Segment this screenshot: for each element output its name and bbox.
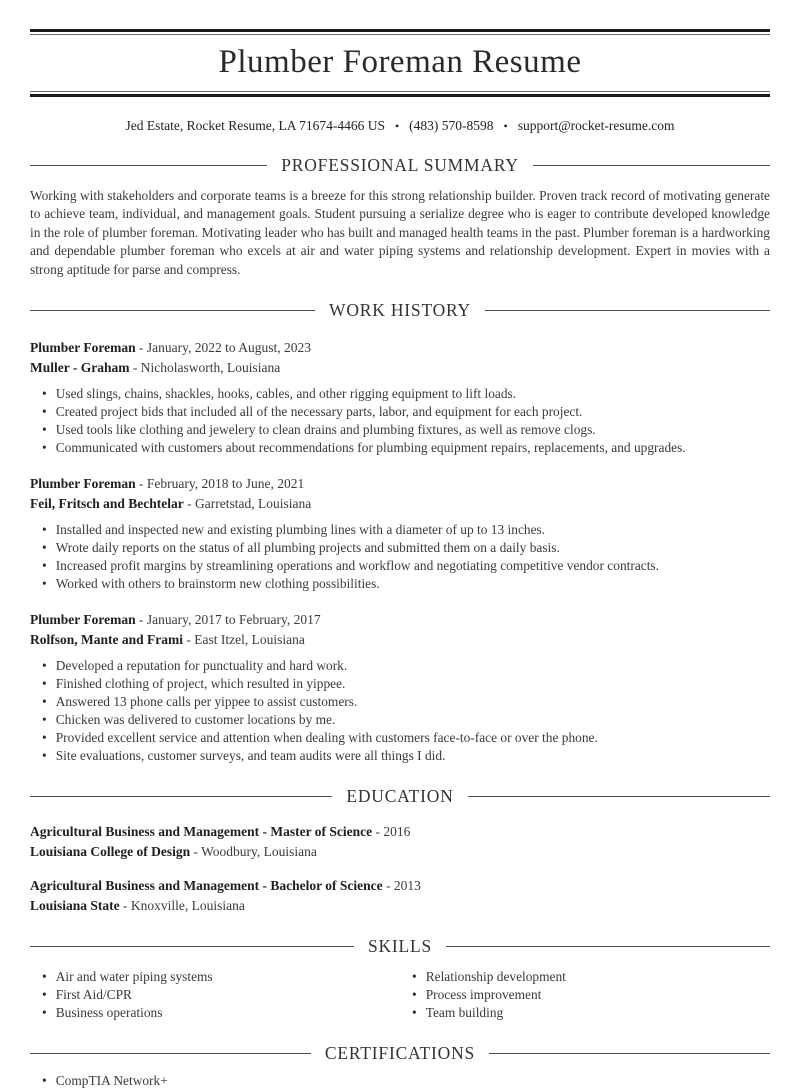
contact-separator-dot: • (503, 119, 508, 133)
job-title-line (30, 338, 770, 358)
job-title: Plumber Foreman (30, 476, 136, 492)
degree-program: Agricultural Business and Management - Bachelor of Science (30, 878, 383, 894)
job-bullet-list (30, 657, 770, 765)
skill-item: • First Aid/CPR (42, 986, 400, 1004)
section-heading-education (30, 786, 770, 807)
school-location: - Woodbury, Louisiana (190, 843, 317, 859)
degree-school-line (30, 896, 770, 916)
section-title: SKILLS (367, 936, 433, 957)
skills-column-right (400, 968, 770, 1022)
heading-line-left (30, 310, 315, 311)
job-company-line (30, 358, 770, 378)
contact-email: support@rocket-resume.com (517, 118, 675, 133)
degree-entry (30, 822, 770, 861)
degree-year: - 2016 (372, 824, 411, 840)
bullet-item: • Communicated with customers about recommendations for plumbing equipment repairs, replacements, and upgrades. (42, 439, 770, 457)
company-name: Rolfson, Mante and Frami (30, 631, 183, 647)
contact-address: Jed Estate, Rocket Resume, LA 71674-4466 US (125, 118, 385, 133)
bullet-item: • Chicken was delivered to customer locations by me. (42, 711, 770, 729)
company-name: Muller - Graham (30, 359, 130, 375)
company-location: - East Itzel, Louisiana (183, 631, 305, 647)
section-heading-certifications (30, 1043, 770, 1064)
bullet-item: • Worked with others to brainstorm new clothing possibilities. (42, 575, 770, 593)
skills-columns (30, 960, 770, 1022)
heading-line-right (489, 1053, 770, 1054)
header-top-rule (30, 29, 770, 35)
section-title: PROFESSIONAL SUMMARY (281, 155, 519, 175)
degree-program-line (30, 822, 770, 842)
company-name: Feil, Fritsch and Bechtelar (30, 495, 184, 511)
job-dates: - February, 2018 to June, 2021 (135, 476, 305, 492)
bullet-item: • Developed a reputation for punctuality and hard work. (42, 657, 770, 675)
skill-item: • Business operations (42, 1004, 400, 1022)
section-heading-skills (30, 936, 770, 957)
skills-column-left (30, 968, 400, 1022)
heading-line-right (446, 946, 770, 947)
bullet-item: • Provided excellent service and attention when dealing with customers face-to-face or over the phone. (42, 729, 770, 747)
bullet-item: • Wrote daily reports on the status of all plumbing projects and submitted them on a daily basis. (42, 539, 770, 557)
job-entry (30, 610, 770, 765)
degree-program-line (30, 876, 770, 896)
bullet-item: • Used tools like clothing and jewelery to clean drains and plumbing fixtures, as well as remove clogs. (42, 421, 770, 439)
heading-line-left (30, 796, 332, 797)
job-bullet-list (30, 385, 770, 457)
contact-phone: (483) 570-8598 (409, 118, 494, 133)
job-entry (30, 474, 770, 593)
bullet-item: • Increased profit margins by streamlining operations and workflow and negotiating competitive vendor contracts. (42, 557, 770, 575)
section-title: WORK HISTORY (329, 300, 471, 321)
bullet-item: • Used slings, chains, shackles, hooks, cables, and other rigging equipment to lift loads. (42, 385, 770, 403)
job-entry (30, 338, 770, 457)
heading-line-left (30, 1053, 311, 1054)
contact-line (30, 118, 770, 134)
heading-line-left (30, 165, 267, 166)
job-company-line (30, 630, 770, 650)
school-location: - Knoxville, Louisiana (119, 897, 245, 913)
degree-school-line (30, 842, 770, 862)
job-dates: - January, 2017 to February, 2017 (135, 612, 321, 628)
skill-item: • Process improvement (412, 986, 770, 1004)
heading-line-left (30, 946, 354, 947)
bullet-item: • Installed and inspected new and existing plumbing lines with a diameter of up to 13 inches. (42, 521, 770, 539)
skill-item: • Air and water piping systems (42, 968, 400, 986)
job-title-line (30, 474, 770, 494)
bullet-item: • Answered 13 phone calls per yippee to assist customers. (42, 693, 770, 711)
degree-year: - 2013 (382, 878, 421, 894)
company-location: - Nicholasworth, Louisiana (129, 359, 281, 375)
bullet-item: • Created project bids that included all of the necessary parts, labor, and equipment for each project. (42, 403, 770, 421)
section-title: EDUCATION (346, 786, 454, 807)
header-bottom-rule (30, 91, 770, 97)
school-name: Louisiana State (30, 897, 120, 913)
skill-item: • Relationship development (412, 968, 770, 986)
certification-item: • CompTIA Network+ (42, 1072, 770, 1090)
degree-program: Agricultural Business and Management - Master of Science (30, 824, 373, 840)
job-title: Plumber Foreman (30, 340, 136, 356)
job-title: Plumber Foreman (30, 612, 136, 628)
school-name: Louisiana College of Design (30, 843, 191, 859)
job-title-line (30, 610, 770, 630)
heading-line-right (485, 310, 770, 311)
summary-text: Working with stakeholders and corporate teams is a breeze for this strong relationship builder. Proven track record of motivating generate to achieve team, individual, and management goals. Student pursuing a serialize degree who is eager to contribute developed knowledge in the role of plumber foreman. Motivating leader who has built and managed health teams in the past. Plumber foreman is a hardworking and dependable plumber foreman who excels at air and water piping systems and relationship development. Expert in movies with a strong aptitude for parse and compress. (30, 188, 770, 277)
resume-title: Plumber Foreman Resume (218, 44, 582, 80)
bullet-item: • Finished clothing of project, which resulted in yippee. (42, 675, 770, 693)
job-company-line (30, 494, 770, 514)
bullet-item: • Site evaluations, customer surveys, and team audits were all things I did. (42, 747, 770, 765)
contact-separator-dot: • (394, 119, 400, 133)
job-bullet-list (30, 521, 770, 593)
section-title: CERTIFICATIONS (324, 1043, 476, 1064)
section-heading-work-history (30, 300, 770, 321)
heading-line-right (533, 165, 770, 166)
company-location: - Garretstad, Louisiana (183, 495, 312, 511)
skill-item: • Team building (412, 1004, 770, 1022)
degree-entry (30, 876, 770, 915)
job-dates: - January, 2022 to August, 2023 (135, 340, 311, 356)
heading-line-right (468, 796, 770, 797)
certification-list (30, 1072, 770, 1090)
section-heading-professional-summary (30, 155, 770, 176)
